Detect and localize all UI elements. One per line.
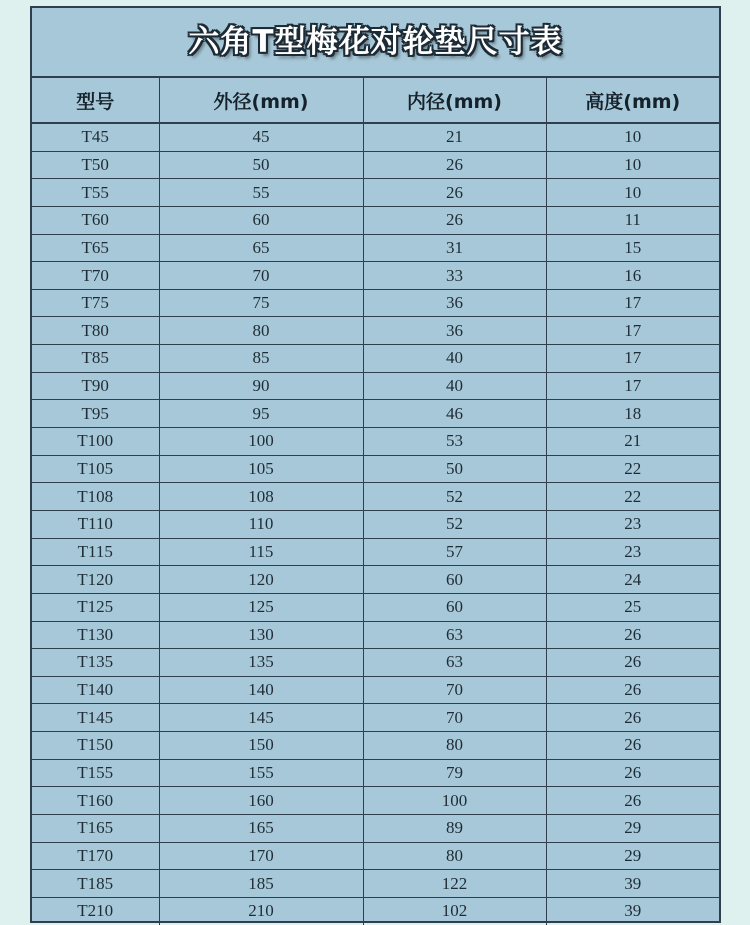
cell-height: 26 <box>546 621 719 649</box>
cell-height: 17 <box>546 372 719 400</box>
cell-height: 23 <box>546 510 719 538</box>
cell-inner-diameter: 26 <box>363 151 546 179</box>
cell-inner-diameter: 80 <box>363 842 546 870</box>
cell-outer-diameter: 135 <box>159 649 363 677</box>
cell-outer-diameter: 145 <box>159 704 363 732</box>
cell-model: T120 <box>32 566 159 594</box>
table-row <box>32 345 719 373</box>
table-row <box>32 787 719 815</box>
cell-inner-diameter: 36 <box>363 289 546 317</box>
cell-model: T70 <box>32 262 159 290</box>
cell-outer-diameter: 75 <box>159 289 363 317</box>
cell-model: T110 <box>32 510 159 538</box>
cell-outer-diameter: 105 <box>159 455 363 483</box>
cell-height: 10 <box>546 151 719 179</box>
cell-outer-diameter: 70 <box>159 262 363 290</box>
cell-inner-diameter: 53 <box>363 428 546 456</box>
cell-model: T185 <box>32 870 159 898</box>
header-outer-diameter: 外径(mm) <box>159 78 363 123</box>
cell-outer-diameter: 155 <box>159 759 363 787</box>
cell-model: T85 <box>32 345 159 373</box>
cell-inner-diameter: 40 <box>363 345 546 373</box>
table-row <box>32 815 719 843</box>
cell-height: 29 <box>546 842 719 870</box>
table-row <box>32 455 719 483</box>
cell-inner-diameter: 70 <box>363 704 546 732</box>
table-row <box>32 842 719 870</box>
cell-height: 25 <box>546 593 719 621</box>
cell-model: T105 <box>32 455 159 483</box>
cell-height: 26 <box>546 759 719 787</box>
cell-inner-diameter: 70 <box>363 676 546 704</box>
table-row <box>32 649 719 677</box>
cell-model: T170 <box>32 842 159 870</box>
header-row <box>32 78 719 123</box>
table-body <box>32 123 719 925</box>
cell-inner-diameter: 40 <box>363 372 546 400</box>
cell-outer-diameter: 160 <box>159 787 363 815</box>
cell-outer-diameter: 55 <box>159 179 363 207</box>
cell-model: T60 <box>32 206 159 234</box>
size-table-panel <box>30 6 721 923</box>
cell-inner-diameter: 52 <box>363 483 546 511</box>
cell-model: T155 <box>32 759 159 787</box>
table-row <box>32 897 719 924</box>
cell-height: 26 <box>546 704 719 732</box>
cell-outer-diameter: 80 <box>159 317 363 345</box>
cell-outer-diameter: 140 <box>159 676 363 704</box>
cell-model: T130 <box>32 621 159 649</box>
cell-model: T140 <box>32 676 159 704</box>
cell-model: T50 <box>32 151 159 179</box>
header-inner-diameter: 内径(mm) <box>363 78 546 123</box>
cell-height: 15 <box>546 234 719 262</box>
table-row <box>32 870 719 898</box>
cell-inner-diameter: 52 <box>363 510 546 538</box>
cell-height: 21 <box>546 428 719 456</box>
cell-height: 24 <box>546 566 719 594</box>
cell-inner-diameter: 46 <box>363 400 546 428</box>
cell-outer-diameter: 185 <box>159 870 363 898</box>
cell-inner-diameter: 57 <box>363 538 546 566</box>
cell-inner-diameter: 60 <box>363 593 546 621</box>
cell-model: T135 <box>32 649 159 677</box>
cell-inner-diameter: 26 <box>363 179 546 207</box>
cell-model: T115 <box>32 538 159 566</box>
cell-outer-diameter: 100 <box>159 428 363 456</box>
cell-height: 10 <box>546 123 719 151</box>
table-row <box>32 372 719 400</box>
cell-model: T125 <box>32 593 159 621</box>
table-row <box>32 538 719 566</box>
table-row <box>32 262 719 290</box>
cell-model: T75 <box>32 289 159 317</box>
table-row <box>32 206 719 234</box>
cell-inner-diameter: 102 <box>363 897 546 924</box>
cell-outer-diameter: 115 <box>159 538 363 566</box>
cell-outer-diameter: 85 <box>159 345 363 373</box>
header-height: 高度(mm) <box>546 78 719 123</box>
cell-model: T150 <box>32 732 159 760</box>
cell-inner-diameter: 60 <box>363 566 546 594</box>
cell-height: 26 <box>546 787 719 815</box>
table-row <box>32 566 719 594</box>
cell-inner-diameter: 100 <box>363 787 546 815</box>
cell-inner-diameter: 31 <box>363 234 546 262</box>
table-row <box>32 179 719 207</box>
cell-outer-diameter: 65 <box>159 234 363 262</box>
cell-model: T45 <box>32 123 159 151</box>
table-row <box>32 593 719 621</box>
cell-outer-diameter: 108 <box>159 483 363 511</box>
cell-model: T160 <box>32 787 159 815</box>
cell-height: 26 <box>546 676 719 704</box>
cell-inner-diameter: 79 <box>363 759 546 787</box>
cell-outer-diameter: 120 <box>159 566 363 594</box>
cell-inner-diameter: 80 <box>363 732 546 760</box>
cell-height: 39 <box>624 901 642 921</box>
cell-inner-diameter: 36 <box>363 317 546 345</box>
cell-model: T210 <box>32 897 159 924</box>
table-row <box>32 123 719 151</box>
cell-height: 17 <box>546 317 719 345</box>
cell-outer-diameter: 45 <box>159 123 363 151</box>
cell-inner-diameter: 63 <box>363 621 546 649</box>
cell-outer-diameter: 50 <box>159 151 363 179</box>
cell-model: T145 <box>32 704 159 732</box>
cell-inner-diameter: 26 <box>363 206 546 234</box>
table-row <box>32 317 719 345</box>
table-row <box>32 704 719 732</box>
table-row <box>32 400 719 428</box>
cell-inner-diameter: 122 <box>363 870 546 898</box>
table-row <box>32 483 719 511</box>
cell-outer-diameter: 110 <box>159 510 363 538</box>
cell-outer-diameter: 95 <box>159 400 363 428</box>
cell-height: 26 <box>546 732 719 760</box>
table-row <box>32 428 719 456</box>
cell-height: 16 <box>546 262 719 290</box>
table-row <box>32 510 719 538</box>
cell-height: 17 <box>546 289 719 317</box>
cell-inner-diameter: 50 <box>363 455 546 483</box>
table-row <box>32 732 719 760</box>
table-row <box>32 676 719 704</box>
cell-model: T165 <box>32 815 159 843</box>
cell-outer-diameter: 210 <box>159 897 363 924</box>
table-row <box>32 759 719 787</box>
cell-height: 11 <box>546 206 719 234</box>
table-title: 六角T型梅花对轮垫尺寸表 <box>32 8 719 78</box>
table-row <box>32 289 719 317</box>
cell-inner-diameter: 63 <box>363 649 546 677</box>
cell-inner-diameter: 89 <box>363 815 546 843</box>
size-table <box>32 78 719 925</box>
cell-height: 17 <box>546 345 719 373</box>
cell-height: 29 <box>546 815 719 843</box>
cell-model: T90 <box>32 372 159 400</box>
cell-height: 10 <box>546 179 719 207</box>
cell-model: T65 <box>32 234 159 262</box>
cell-height: 22 <box>546 455 719 483</box>
cell-outer-diameter: 125 <box>159 593 363 621</box>
cell-model: T100 <box>32 428 159 456</box>
cell-outer-diameter: 130 <box>159 621 363 649</box>
cell-height: 18 <box>546 400 719 428</box>
cell-model: T55 <box>32 179 159 207</box>
cell-outer-diameter: 170 <box>159 842 363 870</box>
cell-height: 22 <box>546 483 719 511</box>
cell-outer-diameter: 165 <box>159 815 363 843</box>
cell-inner-diameter: 21 <box>363 123 546 151</box>
table-row <box>32 621 719 649</box>
cell-outer-diameter: 60 <box>159 206 363 234</box>
table-row <box>32 234 719 262</box>
cell-height: 39 <box>546 870 719 898</box>
table-header <box>32 78 719 123</box>
cell-model: T108 <box>32 483 159 511</box>
cell-height: 26 <box>546 649 719 677</box>
cell-model: T80 <box>32 317 159 345</box>
table-row <box>32 151 719 179</box>
cell-inner-diameter: 33 <box>363 262 546 290</box>
cell-outer-diameter: 150 <box>159 732 363 760</box>
header-model: 型号 <box>32 78 159 123</box>
cell-model: T95 <box>32 400 159 428</box>
cell-height: 23 <box>546 538 719 566</box>
cell-outer-diameter: 90 <box>159 372 363 400</box>
